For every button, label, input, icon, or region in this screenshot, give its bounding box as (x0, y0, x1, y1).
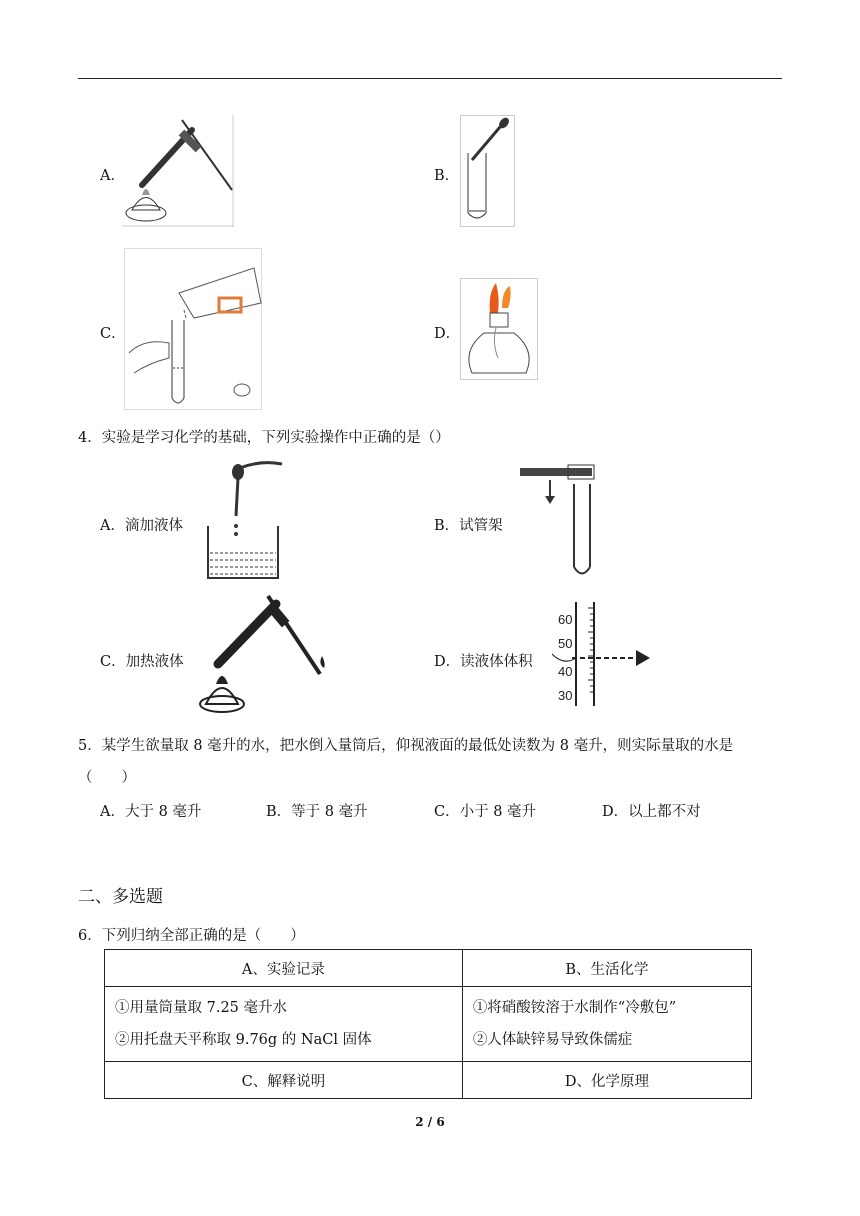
q5-option-c[interactable]: C．小于 8 毫升 (434, 804, 537, 820)
q5-stem-line1: 5．某学生欲量取 8 毫升的水，把水倒入量筒后，仰视液面的最低处读数为 8 毫升，则实际量取的水是 (78, 738, 734, 754)
table-cell-d-heading: D、化学原理 (462, 1062, 751, 1099)
q4-option-a-label[interactable]: A．滴加液体 (100, 518, 183, 534)
pouring-liquid-into-tube-icon (124, 248, 262, 410)
table-cell-b-content (462, 987, 751, 1062)
dropper-over-beaker-icon (200, 458, 292, 582)
cylinder-tick-40: 40 (558, 664, 573, 679)
q4-stem: 4．实验是学习化学的基础，下列实验操作中正确的是（） (78, 430, 450, 446)
table-line: ②人体缺锌易导致侏儒症 (472, 1032, 633, 1048)
cylinder-tick-50: 50 (558, 636, 573, 651)
q3-option-b-label[interactable]: B． (434, 168, 460, 184)
q4-option-c-label[interactable]: C．加热液体 (100, 654, 184, 670)
q6-stem: 6．下列归纳全部正确的是（ ） (78, 928, 305, 944)
table-row (105, 987, 752, 1062)
table-cell-c-heading: C、解释说明 (105, 1062, 463, 1099)
q3-option-c-label[interactable]: C． (100, 326, 126, 342)
table-cell-a-content (105, 987, 463, 1062)
heating-liquid-tube-icon (198, 592, 340, 716)
table-line: ①将硝酸铵溶于水制作“冷敷包” (472, 1000, 677, 1016)
table-row (105, 950, 752, 987)
q6-table (104, 949, 752, 1099)
q4-option-b-label[interactable]: B．试管架 (434, 518, 503, 534)
table-line: ①用量筒量取 7.25 毫升水 (115, 1000, 288, 1016)
cylinder-tick-30: 30 (558, 688, 573, 703)
q5-option-d[interactable]: D．以上都不对 (602, 804, 701, 820)
table-line: ②用托盘天平称取 9.76g 的 NaCl 固体 (115, 1032, 372, 1048)
alcohol-lamp-two-flames-icon (460, 278, 538, 380)
q3-option-a-label[interactable]: A． (100, 168, 125, 184)
graduated-cylinder-reading-icon (552, 602, 656, 706)
cylinder-tick-60: 60 (558, 612, 573, 627)
section-title: 二、多选题 (78, 887, 163, 907)
q3-option-d-label[interactable]: D． (434, 326, 461, 342)
tube-holder-clamp-icon (518, 462, 600, 578)
page-number: 2 / 6 (415, 1115, 445, 1129)
q5-stem-line2: （ ） (78, 770, 136, 786)
q5-option-a[interactable]: A．大于 8 毫升 (100, 804, 202, 820)
table-cell-a-heading: A、实验记录 (105, 950, 463, 987)
table-row (105, 1062, 752, 1099)
dropper-into-test-tube-icon (460, 115, 516, 227)
q5-option-b[interactable]: B．等于 8 毫升 (266, 804, 368, 820)
q4-option-d-label[interactable]: D．读液体体积 (434, 654, 533, 670)
table-cell-b-heading: B、生活化学 (462, 950, 751, 987)
header-rule (78, 78, 782, 79)
tube-heating-over-lamp-icon (122, 115, 234, 227)
